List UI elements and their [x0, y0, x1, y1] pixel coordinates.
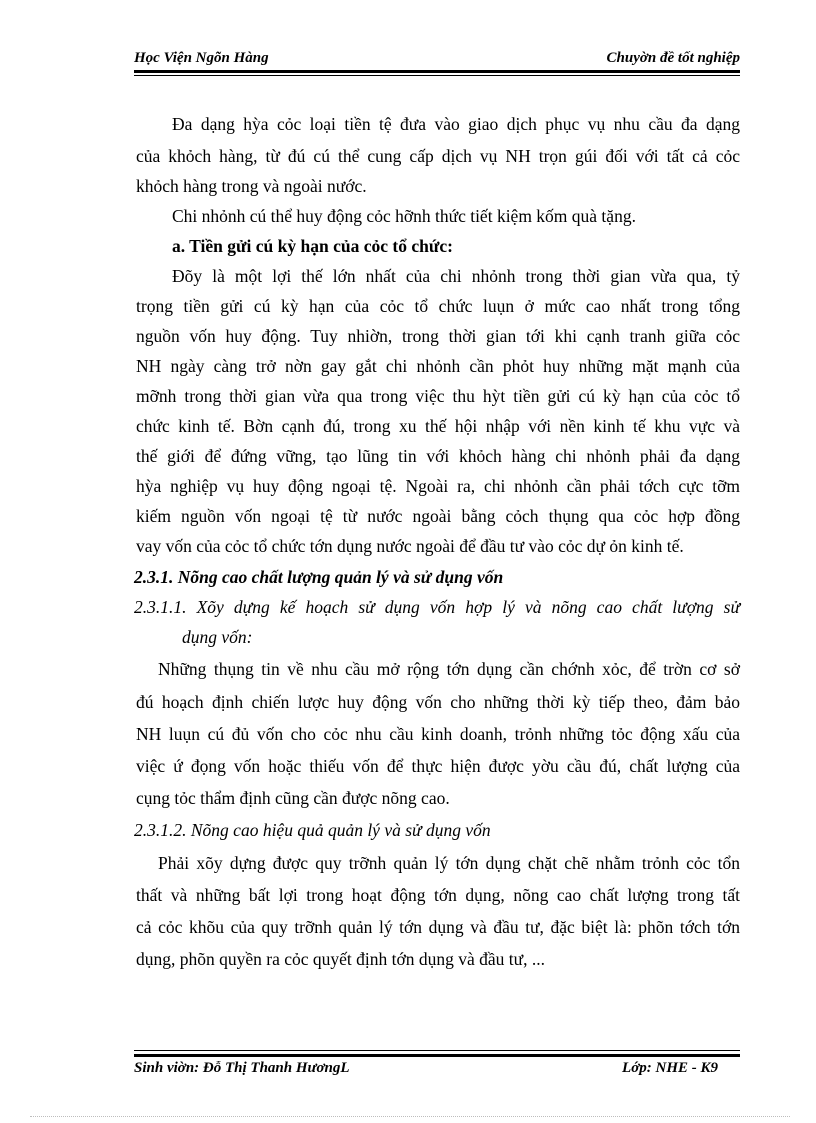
body-line: chức kinh tế. Bờn cạnh đú, trong xu thế hội nhập với nền kinh tế khu vực và [136, 416, 740, 436]
body-line: việc ứ đọng vốn hoặc thiếu vốn để thực hiện được yờu cầu đú, chất lượng của [136, 756, 740, 776]
section-heading-a: a. Tiền gửi cú kỳ hạn của cỏc tổ chức: [172, 236, 453, 256]
body-line: Phải xõy dựng được quy trỡnh quản lý tớn dụng chặt chẽ nhằm trỏnh cỏc tổn [158, 853, 740, 873]
body-line: cụng tỏc thẩm định cũng cần được nõng cao. [136, 788, 450, 808]
body-line: đú hoạch định chiến lược huy động vốn cho những thời kỳ tiếp theo, đảm bảo [136, 692, 740, 712]
body-line: của khỏch hàng, từ đú cú thể cung cấp dịch vụ NH trọn gúi đối với tất cả cỏc [136, 146, 740, 166]
body-line: NH luụn cú đủ vốn cho cỏc nhu cầu kinh doanh, trỏnh những tỏc động xấu của [136, 724, 740, 744]
section-heading-2-3-1: 2.3.1. Nõng cao chất lượng quản lý và sử dụng vốn [134, 567, 504, 587]
body-line: Những thụng tin về nhu cầu mở rộng tớn dụng cần chớnh xỏc, để trờn cơ sở [158, 659, 740, 679]
body-line: thất và những bất lợi trong hoạt động tớn dụng, nõng cao chất lượng trong tất [136, 885, 740, 905]
body-line: mỡnh trong thời gian vừa qua trong việc thu hỳt tiền gửi cú kỳ hạn của cỏc tổ [136, 386, 740, 406]
footer-rule-thick [134, 1054, 740, 1057]
body-line: thế giới để đứng vững, tạo lũng tin với khỏch hàng chi nhỏnh phải đa dạng [136, 446, 740, 466]
footer-class: Lớp: NHE - K9 [622, 1060, 718, 1076]
body-line: vay vốn của cỏc tổ chức tớn dụng nước ngoài để đầu tư vào cỏc dự ỏn kinh tế. [136, 536, 684, 556]
header-document-type: Chuyờn đề tốt nghiệp [606, 50, 740, 66]
body-line: Đa dạng hỳa cỏc loại tiền tệ đưa vào giao dịch phục vụ nhu cầu đa dạng [172, 114, 740, 134]
subsection-heading-2-3-1-1: 2.3.1.1. Xõy dựng kế hoạch sử dụng vốn hợp lý và nõng cao chất lượng sử [134, 597, 740, 617]
body-line: kiếm nguồn vốn ngoại tệ từ nước ngoài bằng cỏch thụng qua cỏc hợp đồng [136, 506, 740, 526]
body-line: dụng, phõn quyền ra cỏc quyết định tớn dụng và đầu tư, ... [136, 949, 546, 969]
body-line: nguồn vốn huy động. Tuy nhiờn, trong thời gian tới khi cạnh tranh giữa cỏc [136, 326, 740, 346]
body-line: khỏch hàng trong và ngoài nước. [136, 176, 367, 196]
subsection-heading-2-3-1-2: 2.3.1.2. Nõng cao hiệu quả quản lý và sử dụng vốn [134, 820, 491, 840]
footer-rule-thin [134, 1050, 740, 1051]
body-line: trọng tiền gửi cú kỳ hạn của cỏc tổ chức luụn ở mức cao nhất trong tổng [136, 296, 740, 316]
page-footer [134, 1060, 740, 1080]
body-line: Chi nhỏnh cú thể huy động cỏc hỡnh thức tiết kiệm kốm quà tặng. [172, 206, 636, 226]
page-bottom-divider [30, 1116, 790, 1117]
body-line: hỳa nghiệp vụ huy động ngoại tệ. Ngoài ra, chi nhỏnh cần phải tớch cực tỡm [136, 476, 740, 496]
footer-student: Sinh viờn: Đỗ Thị Thanh HươngL [134, 1060, 350, 1076]
page-header [134, 50, 740, 70]
header-rule-thin [134, 75, 740, 76]
subsection-heading-2-3-1-1-cont: dụng vốn: [182, 627, 253, 647]
body-line: Đõy là một lợi thế lớn nhất của chi nhỏnh trong thời gian vừa qua, tỷ [172, 266, 740, 286]
body-line: cả cỏc khõu của quy trỡnh quản lý tớn dụng và đầu tư, đặc biệt là: phõn tớch tớn [136, 917, 740, 937]
body-line: NH ngày càng trở nờn gay gắt chi nhỏnh cần phỏt huy những mặt mạnh của [136, 356, 740, 376]
header-rule-thick [134, 70, 740, 73]
header-institution: Học Viện Ngõn Hàng [134, 50, 269, 66]
